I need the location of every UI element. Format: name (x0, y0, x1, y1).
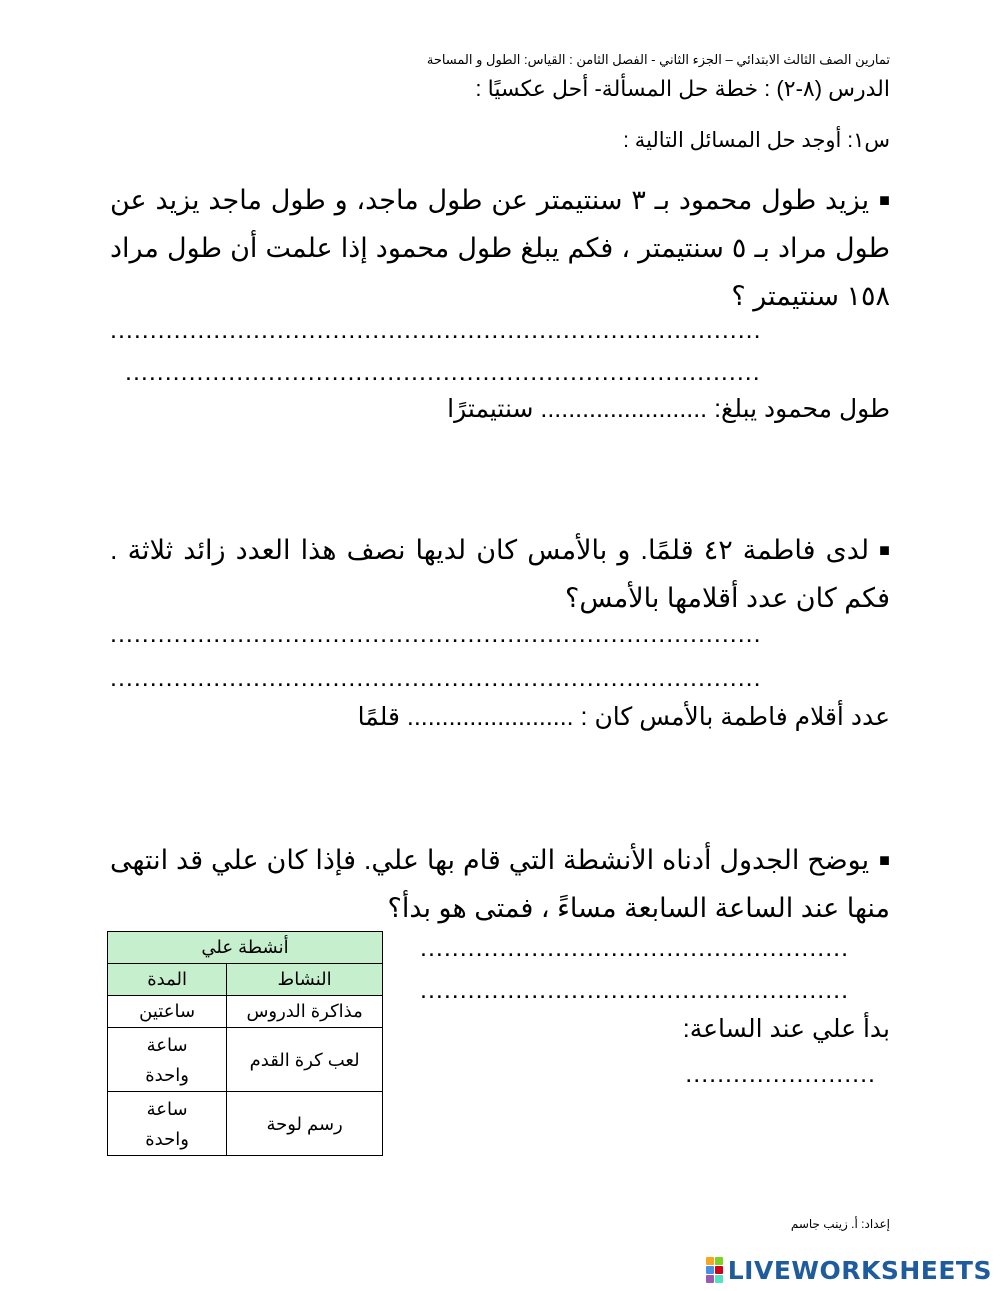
duration-cell: ساعتين (108, 996, 227, 1028)
activity-cell: مذاكرة الدروس (227, 996, 383, 1028)
bullet-square-icon: ■ (879, 540, 890, 560)
answer-line-3b[interactable]: ...................................................... (420, 976, 850, 1004)
liveworksheets-logo[interactable] (706, 1255, 992, 1285)
table-row (108, 1028, 383, 1092)
prepared-by: إعداد: أ. زينب جاسم (790, 1217, 890, 1231)
table-title: أنشطة علي (108, 932, 383, 964)
header-duration: المدة (108, 964, 227, 996)
problem-1-text: يزيد طول محمود بـ ٣ سنتيمتر عن طول ماجد، و طول ماجد يزيد عن طول مراد بـ ٥ سنتيمتر ، فكم يبلغ طول محمود إذا علمت أن طول مراد ١٥٨ سنتيمتر ؟ (110, 185, 891, 311)
answer-line-1a[interactable]: .................................................................................. (110, 316, 762, 344)
answer-line-1b[interactable]: ................................................................................ (125, 358, 761, 386)
answer-line-2b[interactable]: .................................................................................. (110, 664, 762, 692)
problem-1 (110, 176, 890, 320)
activities-table (107, 931, 383, 1156)
duration-cell: ساعة واحدة (108, 1092, 227, 1156)
problem-2 (110, 526, 890, 622)
table-row (108, 1092, 383, 1156)
problem-3 (110, 836, 890, 932)
duration-cell: ساعة واحدة (108, 1028, 227, 1092)
problem-3-text: يوضح الجدول أدناه الأنشطة التي قام بها علي. فإذا كان علي قد انتهى منها عند الساعة السابعة مساءً ، فمتى هو بدأ؟ (110, 845, 890, 923)
answer-1-statement[interactable]: طول محمود يبلغ: ........................ سنتيمترًا (447, 395, 890, 423)
bullet-square-icon: ■ (879, 190, 890, 210)
answer-line-2a[interactable]: .................................................................................. (110, 620, 762, 648)
answer-2-statement[interactable]: عدد أقلام فاطمة بالأمس كان : ........................ قلمًا (357, 703, 890, 731)
answer-3-blank[interactable]: ........................ (685, 1060, 876, 1088)
activity-cell: لعب كرة القدم (227, 1028, 383, 1092)
table-row (108, 996, 383, 1028)
problem-2-text: لدى فاطمة ٤٢ قلمًا. و بالأمس كان لديها نصف هذا العدد زائد ثلاثة . فكم كان عدد أقلامها بالأمس؟ (110, 535, 890, 613)
course-info-line: تمارين الصف الثالث الابتدائي – الجزء الثاني - الفصل الثامن : القياس: الطول و المساحة (426, 52, 890, 67)
liveworksheets-logo-icon (706, 1257, 723, 1283)
answer-3-label: بدأ علي عند الساعة: (682, 1015, 890, 1043)
bullet-square-icon: ■ (879, 850, 890, 870)
liveworksheets-logo-text: LIVEWORKSHEETS (727, 1255, 992, 1285)
question-intro: س١: أوجد حل المسائل التالية : (623, 129, 890, 152)
answer-line-3a[interactable]: ...................................................... (420, 934, 850, 962)
lesson-title: الدرس (٨-٢) : خطة حل المسألة- أحل عكسيًا : (475, 76, 890, 101)
activity-cell: رسم لوحة (227, 1092, 383, 1156)
header-activity: النشاط (227, 964, 383, 996)
